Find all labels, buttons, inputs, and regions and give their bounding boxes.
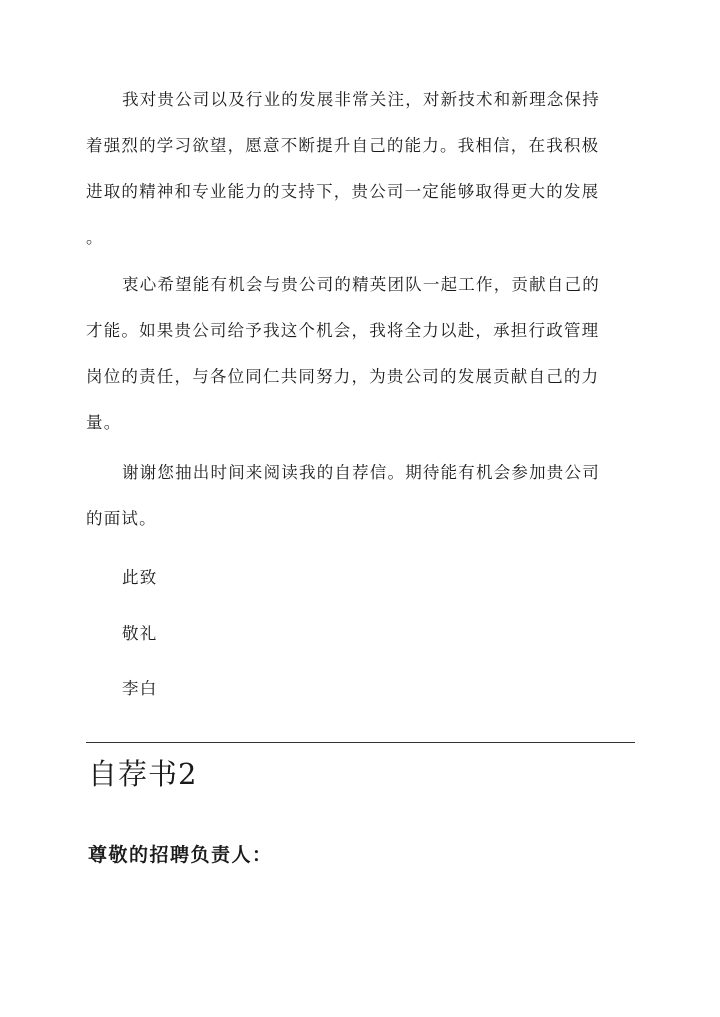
paragraph-line: 岗位的责任，与各位同仁共同努力，为贵公司的发展贡献自己的力 [86, 367, 600, 386]
closing-line-2: 敬礼 [122, 624, 158, 643]
paragraph-line: 着强烈的学习欲望，愿意不断提升自己的能力。我相信，在我积极 [86, 136, 600, 155]
paragraph-line: 的面试。 [86, 509, 157, 528]
closing-line-1: 此致 [122, 568, 158, 587]
paragraph-line: 我对贵公司以及行业的发展非常关注，对新技术和新理念保持 [122, 90, 600, 109]
signature: 李白 [122, 679, 158, 698]
paragraph-hope [86, 262, 634, 446]
paragraph-line: 谢谢您抽出时间来阅读我的自荐信。期待能有机会参加贵公司 [122, 463, 600, 482]
section-divider [86, 742, 635, 743]
salutation: 尊敬的招聘负责人： [88, 844, 273, 866]
paragraph-line: 量。 [86, 413, 122, 432]
paragraph-thanks [86, 450, 634, 542]
paragraph-line: 衷心希望能有机会与贵公司的精英团队一起工作，贡献自己的 [122, 275, 600, 294]
paragraph-line: 进取的精神和专业能力的支持下，贵公司一定能够取得更大的发展 [86, 182, 600, 201]
section-title: 自荐书2 [88, 757, 198, 791]
paragraph-interest [86, 77, 634, 261]
paragraph-line: 。 [86, 228, 104, 247]
paragraph-line: 才能。如果贵公司给予我这个机会，我将全力以赴，承担行政管理 [86, 321, 600, 340]
